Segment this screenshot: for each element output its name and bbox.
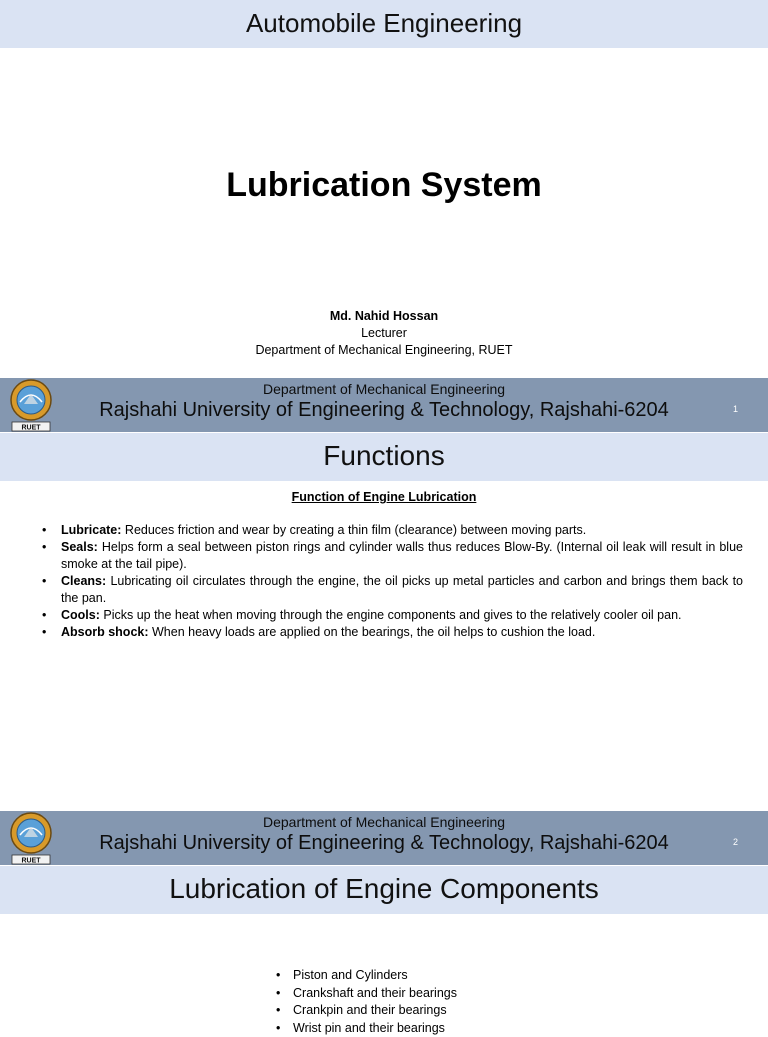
logo-text: RUET xyxy=(21,858,41,865)
list-item: • Crankshaft and their bearings xyxy=(272,985,457,1003)
slide1-header-title: Automobile Engineering xyxy=(0,0,768,46)
slide1-header-band xyxy=(0,0,768,48)
slide3-header-title: Lubrication of Engine Components xyxy=(0,866,768,912)
item-text: Helps form a seal between piston rings and cylinder walls thus reduces Blow-By. (Internal oil leak will result in blue smoke at the tail pipe). xyxy=(61,540,743,571)
item-term: Lubricate: xyxy=(61,523,121,537)
item-text: Reduces friction and wear by creating a thin film (clearance) between moving parts. xyxy=(121,523,586,537)
item-term: Cools: xyxy=(61,608,100,622)
page-number: 2 xyxy=(733,837,738,847)
author-name: Md. Nahid Hossan xyxy=(0,308,768,325)
logo-text: RUET xyxy=(21,425,41,432)
item-text: When heavy loads are applied on the bearings, the oil helps to cushion the load. xyxy=(149,625,596,639)
footer-university: Rajshahi University of Engineering & Technology, Rajshahi-6204 xyxy=(0,399,768,422)
list-item xyxy=(26,539,743,573)
slide3-header-band xyxy=(0,866,768,914)
list-item: • Piston and Cylinders xyxy=(272,967,457,985)
function-subheading: Function of Engine Lubrication xyxy=(0,490,768,504)
footer-department: Department of Mechanical Engineering xyxy=(0,381,768,397)
slide2-header-band xyxy=(0,433,768,481)
footer-department: Department of Mechanical Engineering xyxy=(0,814,768,830)
list-item: • Wrist pin and their bearings xyxy=(272,1020,457,1037)
function-list xyxy=(26,522,743,641)
list-item xyxy=(26,573,743,607)
author-role: Lecturer xyxy=(0,325,768,342)
list-item: • Crankpin and their bearings xyxy=(272,1002,457,1020)
author-block xyxy=(0,308,768,359)
slide2-header-title: Functions xyxy=(0,433,768,479)
list-item xyxy=(26,607,743,624)
slide2-footer xyxy=(0,811,768,865)
item-text: Lubricating oil circulates through the engine, the oil picks up metal particles and carbon and brings them back to the pan. xyxy=(61,574,743,605)
item-text: Picks up the heat when moving through the engine components and gives to the relatively cooler oil pan. xyxy=(100,608,682,622)
author-department: Department of Mechanical Engineering, RUET xyxy=(0,342,768,359)
component-list xyxy=(272,967,457,1037)
slide1-footer xyxy=(0,378,768,432)
page-number: 1 xyxy=(733,404,738,414)
list-item xyxy=(26,624,743,641)
list-item xyxy=(26,522,743,539)
slide1-main-title: Lubrication System xyxy=(0,166,768,205)
item-term: Cleans: xyxy=(61,574,106,588)
footer-university: Rajshahi University of Engineering & Technology, Rajshahi-6204 xyxy=(0,832,768,855)
item-term: Absorb shock: xyxy=(61,625,149,639)
item-term: Seals: xyxy=(61,540,98,554)
